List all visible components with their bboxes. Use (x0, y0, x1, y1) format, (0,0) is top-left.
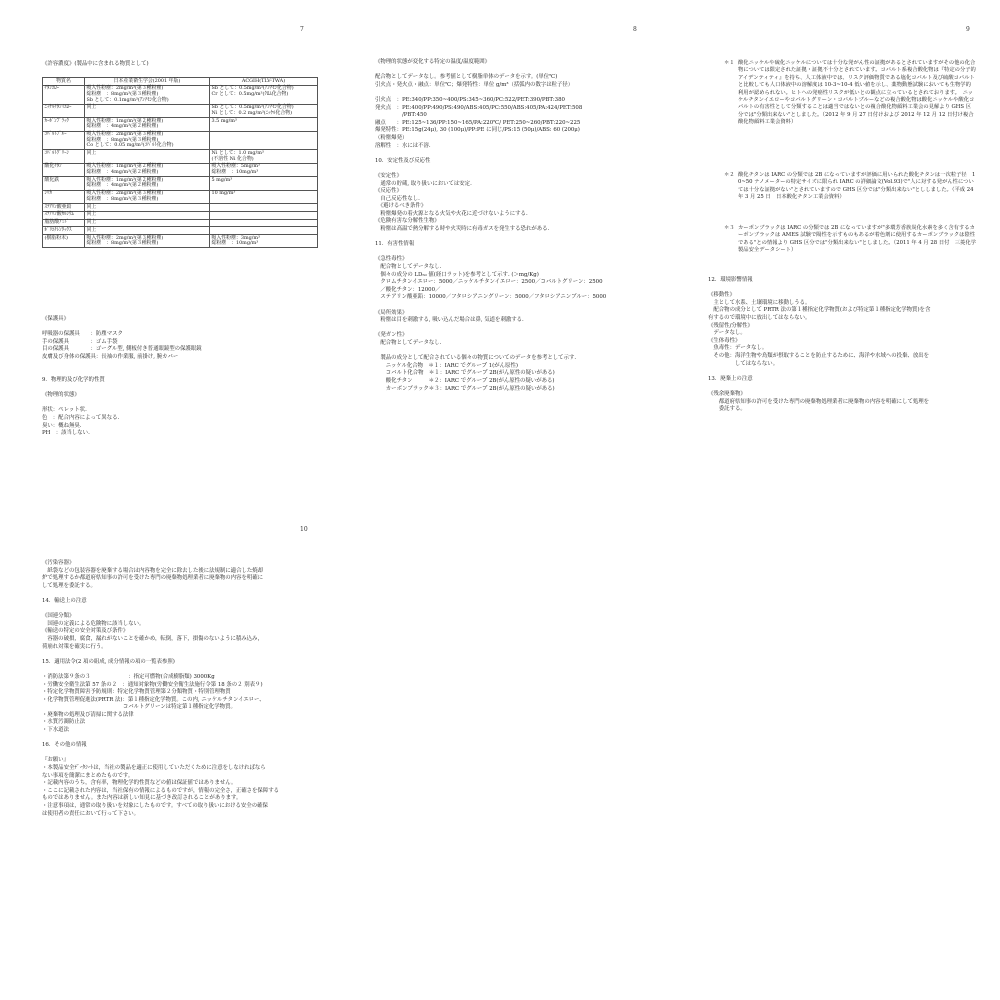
text-line: 有するので環境中に放出してはならない。 (708, 314, 811, 321)
text-line: 配合物としてデータなし. (375, 264, 442, 271)
table-cell: 吸入性粉塵：2mg/m³(第３種粉塵) 総粉塵 ：8mg/m³(第３種粉塵) (85, 190, 210, 203)
text-line: 《発ガン性》 (375, 332, 408, 339)
text-line: /PBT:450 (375, 112, 427, 119)
footnote-mark: ＊２ (724, 172, 735, 178)
footnote-text: 酸化ニッケルや硫化ニッケルについては十分な発がん性の証拠があるとされていますがその他の化合物については限定された証拠・証拠不十分とされています。コバルト系複合酸化物は『特定の分子的アイデンティティ』を持ち、人工体液中では、リスク評価物質である塩化コバルト及び硫酸コバルトと比較しても人口体液中の溶解度は 10-3~10-4 低い値を示し、薬物動態試験においても生物学的利用が認められない。ヒトへの発癌性リスクが低いとの観点に立っているとされております。 ニッケルチタンイエローやコバルトグリーン・コバルトブルーなどの複合酸化物は酸化ニッケルや酸化コバルトの有害性として分類することは適当ではないとの複合酸化物顔料工業会の見解より GHS 区分では"分類出来ない"としました。（2012 年 9 月 27 日付けおよび 2012 年 12 月 12 日付け複合酸化物顔料工業会資料） (738, 60, 976, 126)
text-line: 《移動性》 (708, 292, 735, 299)
table-cell: 吸入性粉塵：2mg/m³(第３種粉塵) 総粉塵 ：8mg/m³(第３種粉塵) Sb として：0.1mg/m³(ｱﾝﾁﾓﾝ化合物) (85, 85, 210, 104)
table-cell (210, 227, 318, 235)
table-cell: Sb として：0.5mg/m³(ｱﾝﾁﾓﾝ化合物) Ni として：0.2 mg/m³(ﾆｯｹﾙ化合物) (210, 104, 318, 117)
text-line (42, 590, 279, 598)
text-line: 都道府県知事の許可を受けた専門の廃棄物処理業者に廃棄物の内容を明確にして処理を (708, 398, 930, 405)
text-line: 《危険有害な分解性生物》 (375, 218, 440, 225)
exposure-limit-table (42, 77, 318, 248)
text-line (375, 249, 606, 257)
text-line: ・特定化学物質障害予防規則：特定化学物質管理第２分類物質・特別管理物質 (42, 689, 231, 696)
text-line: 色 ：配合内容によって異なる. (42, 414, 120, 421)
page-9 (666, 0, 999, 500)
table-cell: (樹脂粉末) (43, 235, 85, 248)
text-line (708, 383, 930, 391)
footnote-text: カーボンブラックは IARC の分類では 2B になっていますが"多環芳香族炭化水素を多く含有するカーボンブラックは AMES 試験で陽性を示すものもあるが着色剤に使用するカーボンブラックは陰性である"との情報より GHS 区分では"分類出来ない"としました。（2011 年 4 月 28 日付 三菱化学製品安全データシート） (738, 225, 976, 254)
table-row (43, 203, 318, 211)
protective-equipment-section (42, 316, 202, 362)
table-cell: 3.5 mg/m³ (210, 118, 318, 131)
text-line: 14．輸送上の注意 (42, 597, 87, 604)
table-cell: ﾎﾟﾘｴﾁﾚﾝﾜｯｸｽ (43, 227, 85, 235)
text-line: コバルト化合物 ＊１：IARC でグループ 2B(がん原性の疑いがある) (375, 370, 555, 377)
text-line: 委託する。 (708, 406, 746, 413)
text-line: 粉塵爆発の着火源となる火気や火花に近づけないようにする. (375, 210, 528, 217)
text-line: 発火点 ：PE:400/PP:490/PS:490/ABS:405/PC:550/ABS:405/PA:424/PET:508 (375, 104, 583, 111)
text-line: 13．廃棄上の注意 (708, 375, 753, 382)
table-row (43, 131, 318, 150)
text-line: 《安定性》 (375, 172, 402, 179)
text-line (375, 165, 606, 173)
text-line: 配合物としてデータなし。参考値として樹脂単体のデータを示す。(単位℃) (375, 74, 558, 81)
text-line: カーボンブラック＊３：IARC でグループ 2B(がん原性の疑いがある) (375, 385, 555, 392)
text-line: 通常の貯蔵, 取り扱いにおいては安定. (375, 180, 472, 187)
text-line: データなし。 (708, 330, 746, 337)
table-cell: ｶｰﾎﾞﾝﾌﾞﾗｯｸ (43, 118, 85, 131)
table-row (43, 118, 318, 131)
text-line: ・記載内容のうち，含有率，物理化学的性質などの値は保証値ではありません。 (42, 780, 237, 787)
text-line: 目の保護具 ：ゴーグル型, 側板付き普通眼鏡型の保護眼鏡 (42, 346, 202, 353)
text-line: ステアリン酸亜鉛：10000／フタロシアニングリーン：5000／フタロシアニンブルー：5000 (375, 294, 607, 301)
page-7 (0, 0, 333, 500)
text-line: 《汚染容器》 (42, 560, 75, 566)
text-line: 《物理的状態が変化する特定の温度/温度範囲》 (375, 59, 491, 65)
text-line: 《残余廃棄物》 (708, 390, 746, 397)
text-line (42, 651, 279, 659)
table-row (43, 104, 318, 117)
text-line: 15．適用法令(2 項の組成, 成分情報の項の一覧表参照) (42, 658, 175, 665)
text-line: 16．その他の情報 (42, 742, 87, 749)
text-line (708, 285, 930, 293)
text-line: 荷崩れ対策を確実に行う。 (42, 643, 107, 650)
table-cell: 同上 (85, 211, 210, 219)
text-line: 個々の成分の LD₅₀ 値(経口ラット)を参考として示す. (＞mg/Kg) (375, 271, 539, 278)
table-cell: 10 mg/m³ (210, 190, 318, 203)
text-line (42, 750, 279, 758)
text-line: 12．環境影響情報 (708, 277, 753, 283)
table-cell: 吸入性粉塵：2mg/m³(第３種粉塵) 総粉塵 ：8mg/m³(第３種粉塵) (85, 235, 210, 248)
table-cell: 吸入性粉塵：3mg/m³ 総粉塵 ：10mg/m³ (210, 235, 318, 248)
text-line: 呼吸器の保護具 ：防塵マスク (42, 331, 123, 338)
table-row (43, 163, 318, 176)
text-line (42, 666, 279, 674)
exposure-limit-heading: 《許容濃度》(製品中に含まれる物質として) (42, 61, 149, 67)
page-number: 10 (300, 526, 308, 533)
table-cell: ｽﾃｱﾘﾝ酸亜鉛 (43, 203, 85, 211)
table-cell: ｺﾊﾞﾙﾄｸﾞﾘｰﾝ (43, 150, 85, 163)
footnote-text: 酸化チタンは IARC の分類では 2B になっていますが評価に用いられた酸化チタンは一次粒子径 10~50 ナノメーターの特定サイズに限られ IARC の詳細論文(Vol.93)で"人に対する発がん性については十分な証拠がない"とされていますので GHS 区分では"分類出来ない"とししました。（平成 24 年 3 月 25 日 日本酸化チタン工業会資料） (738, 172, 976, 201)
text-line: 溶解性 ：水には不溶. (375, 142, 431, 149)
text-line: 《保護具》 (42, 316, 69, 322)
page-number: 8 (633, 26, 637, 33)
text-line: ・注意事項は，通常の取り扱いを対象にしたものです。すべての取り扱いにおける安全の確保 (42, 803, 268, 809)
text-line: 爆発特性：PE:15g(24μ), 30 (100μ)/PP:PE に同じ/PS:15 (50μ)/ABS: 60 (200μ) (375, 127, 580, 134)
table-row (43, 85, 318, 104)
hazard-information-section (375, 59, 606, 393)
footnote-mark: ＊１ (724, 60, 735, 66)
text-line: 《残留性/分解性》 (708, 322, 753, 329)
table-row (43, 235, 318, 248)
text-line: ・労働安全衛生法第 57 条の２ ：通知対象物(労働安全衛生法施行令第 18 条の２ 別表９) (42, 681, 263, 688)
table-cell: ｽﾃｱﾘﾝ酸ｶﾙｼｳﾑ (43, 211, 85, 219)
table-cell (210, 211, 318, 219)
text-line: ニッケル化合物 ＊１：IARC でグループ 1(がん原性) (375, 362, 518, 369)
table-row (43, 211, 318, 219)
text-line: 9．物理的及び化学的性質 (42, 377, 105, 383)
text-line (708, 368, 930, 376)
text-line: ・廃棄物の処理及び清掃に関する法律 (42, 711, 134, 718)
table-cell: 同上 (85, 219, 210, 227)
table-cell: 吸入性粉塵：5mg/m³ 総粉塵 ：10mg/m³ (210, 163, 318, 176)
table-cell: 吸入性粉塵：1mg/m³(第２種粉塵) 総粉塵 ：4mg/m³(第２種粉塵) (85, 163, 210, 176)
text-line: ・化学物質管理促進法(PRTR 法)：第１種指定化学物質。この内, ニッケルチタンイエロー、 (42, 696, 265, 703)
table-cell: 脂肪酸ｱﾐﾄﾞ (43, 219, 85, 227)
text-line: 引火点・発火点・融点：単位℃；爆発特性：単位 g/m³（括弧内の数字は粒子径） (375, 81, 574, 88)
text-line: PH ：該当しない. (42, 430, 90, 437)
table-cell: Ni として：1.0 mg/m³ (不溶性 Ni 化合物) (210, 150, 318, 163)
text-line: その他：海洋生物や鳥類が摂取することを防止するために、海洋や水域への投棄、放出を (708, 352, 930, 359)
page-10 (0, 500, 333, 1000)
text-line: ／酸化チタン：12000／ (375, 286, 441, 293)
page-number: 7 (300, 26, 304, 33)
table-cell (210, 203, 318, 211)
text-line (375, 89, 606, 97)
text-line: 《輸送の特定の安全対策及び条件》 (42, 628, 129, 635)
text-line: ない事項を簡潔にまとめたものです。 (42, 772, 134, 779)
text-line: 10．安定性及び反応性 (375, 157, 431, 164)
table-row (43, 150, 318, 163)
text-line: 容器の破損，腐食，漏れがないことを確かめ，転倒，落下，損傷のないように積み込み， (42, 635, 264, 642)
table-cell: 酸化ﾁﾀﾝ (43, 163, 85, 176)
text-line: 手の保護具 ：ゴム手袋 (42, 338, 118, 345)
text-line: 《急性毒性》 (375, 256, 408, 263)
text-line (375, 150, 606, 158)
table-cell (210, 131, 318, 150)
text-line: 国連の定義による危険物に該当しない。 (42, 620, 145, 627)
table-cell: 同上 (85, 203, 210, 211)
text-line: 自己反応性なし. (375, 195, 420, 202)
text-line: 《局所効果》 (375, 309, 408, 316)
text-line: ・水質汚濁防止法 (42, 719, 86, 726)
table-row (43, 227, 318, 235)
text-line: 主として水系、土壌環境に移動しうる。 (708, 299, 811, 306)
text-line: して処理を委託する。 (42, 582, 96, 589)
text-line: ・ここに記載された内容は，当社保有の情報によるものですが，情報の完全さ，正確さを保障する (42, 787, 279, 794)
text-line: 11．有害性情報 (375, 241, 415, 248)
text-line: 粉塵は高温で熱分解する時や火災時に有毒ガスを発生する恐れがある. (375, 226, 550, 233)
physical-properties-section (42, 377, 119, 438)
text-line: 臭い：概ね無臭. (42, 422, 82, 429)
table-cell: 酸化鉄 (43, 177, 85, 190)
footnote-mark: ＊３ (724, 225, 735, 231)
table-cell: ｼﾘｶ (43, 190, 85, 203)
text-line: 引火点 ：PE:340/PP:350~400/PS:345~360/PC:522/PET:390/PBT:380 (375, 96, 565, 103)
text-line: 紙袋などの包装容器を廃棄する場合は内容物を完全に除去した後に法規制に適合した焼却 (42, 567, 264, 574)
text-line: してはならない。 (708, 360, 779, 367)
table-cell: Sb として：0.5mg/m³(ｱﾝﾁﾓﾝ化合物) Cr として：0.5mg/m³(ｸﾛﾑ化合物) (210, 85, 318, 104)
table-cell: 5 mg/m³ (210, 177, 318, 190)
table-cell: 同上 (85, 104, 210, 117)
text-line: 魚毒性：データなし。 (708, 345, 768, 352)
text-line: 《生体毒性》 (708, 337, 741, 344)
text-line: は使用者の責任において行って下さい。 (42, 810, 140, 817)
text-line: 『お願い』 (42, 757, 69, 764)
text-line: ・本製品安全ﾃﾞｰﾀｼｰﾄは，当社の製品を適正に使用していただくために注意をしなければなら (42, 765, 266, 772)
table-cell: ﾁﾀﾝｴﾛｰ (43, 85, 85, 104)
text-line: クロムチタンイエロー：5000／ニッケルチタンイエロー：2500／コバルトグリーン：2500 (375, 279, 603, 286)
text-line: 融点 ：PE:125~136/PP:150~165/PA:220℃/ PET:250~260/PBT:220~225 (375, 119, 581, 126)
table-cell: 同上 (85, 227, 210, 235)
table-cell: ﾆｯｹﾙﾁﾀﾝｲｴﾛｰ (43, 104, 85, 117)
table-row (43, 190, 318, 203)
text-line: ・下水道法 (42, 727, 69, 734)
text-line: 酸化チタン ＊２：IARC でグループ 2B(がん原性の疑いがある) (375, 377, 555, 384)
text-line: 粉塵は目を刺激する, 吸い込んだ場合は鼻, 気道を刺激する. (375, 317, 524, 324)
text-line: 炉で処理するか都道府県知事の許可を受けた専門の廃棄物処理業者に廃棄物の内容を明確に (42, 575, 264, 582)
text-line (375, 302, 606, 310)
table-header: ACGIH(TLV-TWA) (210, 78, 318, 86)
text-line (42, 606, 279, 614)
table-cell: 同上 (85, 150, 210, 163)
text-line: 《反応性》 (375, 188, 402, 195)
text-line (375, 325, 606, 333)
text-line: ものではありません。また内容は新しい知見に基づき改訂されることがあります。 (42, 795, 242, 802)
table-cell: 吸入性粉塵：1mg/m³(第２種粉塵) 総粉塵 ：4mg/m³(第２種粉塵) (85, 177, 210, 190)
text-line: 皮膚及び身体の保護具：長袖の作業服, 前掛け, 腕カバー (42, 353, 179, 360)
text-line: 《国連分類》 (42, 613, 75, 620)
text-line: 配合物としてデータなし. (375, 339, 442, 346)
text-line: 製品の成分として配合されている個々の物質についてのデータを参考として示す. (375, 355, 577, 362)
table-row (43, 177, 318, 190)
text-line: ・消防法第９条の３ ：指定可燃物(合成樹脂類) 3000Kg (42, 673, 215, 680)
table-cell: ｺﾊﾞﾙﾄﾌﾞﾙｰ (43, 131, 85, 150)
text-line: （粉塵爆発） (375, 134, 408, 141)
environmental-info-section (708, 277, 930, 414)
text-line: コバルトグリーンは特定第１種指定化学物質。 (42, 704, 236, 711)
table-header: 物質名 (43, 78, 85, 86)
table-header: 日本産業衛生学会(2001 年版) (85, 78, 210, 86)
table-cell (210, 219, 318, 227)
table-cell: 吸入性粉塵：1mg/m³(第２種粉塵) 総粉塵 ：4mg/m³(第２種粉塵) (85, 118, 210, 131)
text-line: 形状：ペレット状. (42, 407, 87, 414)
text-line: 配合物の成分として PRTR 法の第１種指定化学物質(および特定第１種指定化学物質)を含 (708, 307, 931, 314)
text-line: 《物理的状態》 (42, 392, 80, 399)
table-cell: 吸入性粉塵：2mg/m³(第３種粉塵) 総粉塵 ：8mg/m³(第３種粉塵) Co として：0.05 mg/m³(ｺﾊﾞﾙﾄ化合物) (85, 131, 210, 150)
disposal-transport-section (42, 560, 279, 818)
table-row (43, 219, 318, 227)
page-number: 9 (966, 26, 970, 33)
page-8 (333, 0, 666, 500)
text-line: 《避けるべき条件》 (375, 203, 427, 210)
